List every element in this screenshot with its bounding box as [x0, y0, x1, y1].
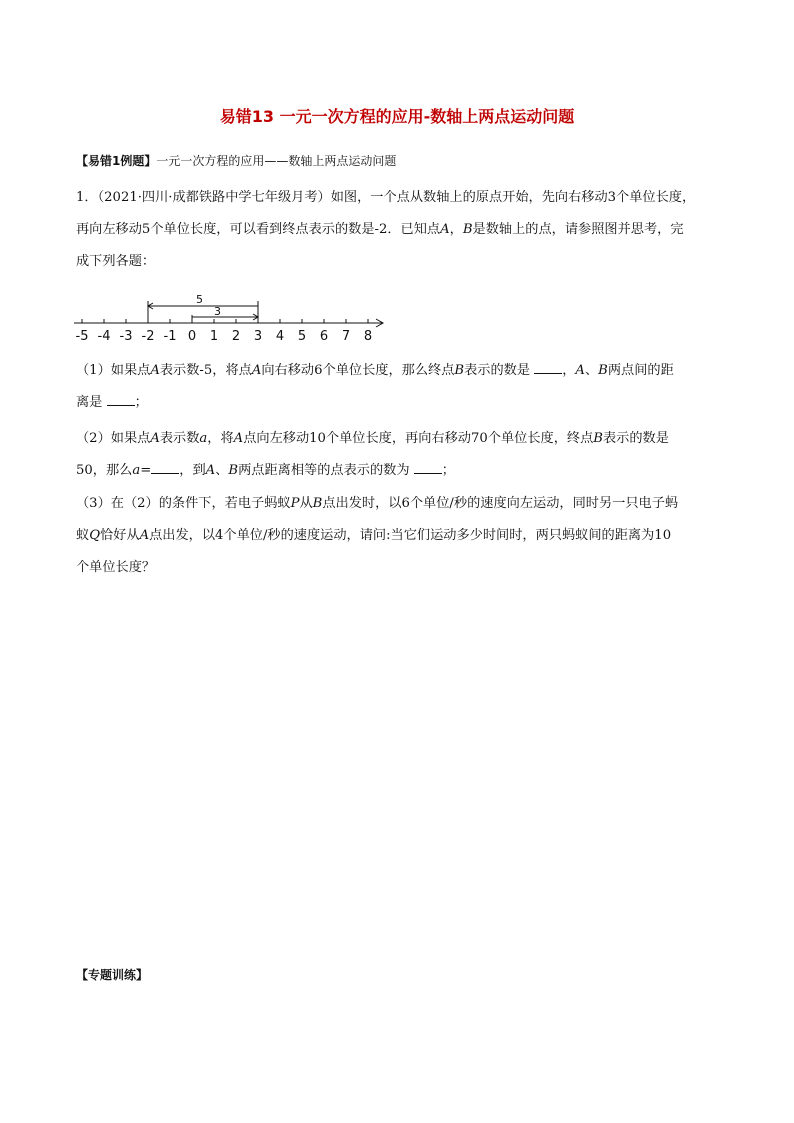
- tick-label: 7: [341, 329, 351, 344]
- question-3: [76, 488, 726, 584]
- q1-text: 两点间的距: [607, 363, 674, 378]
- stem-line-2: 再向左移动5个单位长度，可以看到终点表示的数是-2．已知点A，B是数轴上的点，请参照图并思考，完: [76, 222, 684, 237]
- q3-text: 从: [299, 496, 313, 511]
- tick-label: -5: [75, 329, 89, 344]
- stem-text-1: 如图，一个点从数轴上的原点开始，先向右移动3个单位长度，: [330, 190, 696, 205]
- question-2: [76, 423, 726, 487]
- training-header: 【专题训练】: [76, 968, 149, 982]
- problem-source: （2021·四川·成都铁路中学七年级月考）: [97, 190, 331, 205]
- q1-text: 离是: [76, 395, 103, 410]
- q2-text: ，到: [179, 463, 206, 478]
- tick-label: 3: [253, 329, 263, 344]
- q3-text: 个单位长度？: [76, 560, 156, 575]
- arrow-5-label: 5: [196, 293, 203, 306]
- tick-label: 8: [363, 329, 373, 344]
- stem-text-3: 是数轴上的点，请参照图并思考，完: [472, 222, 684, 237]
- q3-line-2: 蚁Q恰好从A点出发，以4个单位/秒的速度运动，请问:当它们运动多少时间时，两只蚂蚁间的距离为10: [76, 528, 672, 543]
- stem-line-3: [76, 246, 726, 278]
- q1-text: （1）如果点: [76, 363, 151, 378]
- answer-blank[interactable]: [534, 359, 562, 374]
- q2-text: 表示数: [159, 431, 200, 446]
- q3-text: 恰好从: [100, 528, 140, 543]
- example-header-text: 一元一次方程的应用——数轴上两点运动问题: [156, 154, 397, 168]
- q2-text: 点向左移动10个单位长度，再向右移动70个单位长度，终点: [243, 431, 594, 446]
- tick-marks: [82, 319, 368, 323]
- tick-label: -3: [119, 329, 133, 344]
- tick-label: 4: [275, 329, 285, 344]
- tick-label: 1: [209, 329, 219, 344]
- q1-line-1: （1）如果点A表示数-5，将点A向右移动6个单位长度，那么终点B表示的数是 ，A、B两点间的距: [76, 355, 726, 387]
- q3-text: 点出发时，以6个单位/秒的速度向左运动，同时另一只电子蚂: [322, 496, 679, 511]
- q3-text: 点出发，以4个单位/秒的速度运动，请问:当它们运动多少时间时，两只蚂蚁间的距离为10: [149, 528, 672, 543]
- number-line-figure: [60, 290, 400, 350]
- tick-label: -1: [163, 329, 177, 344]
- question-1: [76, 355, 726, 419]
- answer-blank[interactable]: [107, 391, 135, 406]
- tick-label: 5: [297, 329, 307, 344]
- q3-line-3: [76, 552, 726, 584]
- example-header: [76, 152, 396, 169]
- tick-label: -4: [97, 329, 111, 344]
- problem-stem: [76, 182, 726, 278]
- stem-line-1: [76, 182, 726, 214]
- answer-blank[interactable]: [151, 459, 179, 474]
- q1-text: 向右移动6个单位长度，那么终点: [261, 363, 455, 378]
- q2-text: 50，那么: [76, 463, 133, 478]
- q2-text: （2）如果点: [76, 431, 151, 446]
- q2-line-2: 50，那么a= ，到A、B两点距离相等的点表示的数为 ；: [76, 455, 726, 487]
- q1-line-2: 离是 ；: [76, 387, 726, 419]
- q1-text: 表示的数是: [464, 363, 531, 378]
- q3-text: 蚁: [76, 528, 90, 543]
- stem-text-2: 再向左移动5个单位长度，可以看到终点表示的数是-2．已知点: [76, 222, 441, 237]
- stem-text-4: 成下列各题：: [76, 254, 156, 269]
- tick-label: 2: [231, 329, 241, 344]
- q3-line-1: （3）在（2）的条件下，若电子蚂蚁P从B点出发时，以6个单位/秒的速度向左运动，同时另一只电子蚂: [76, 496, 679, 511]
- tick-labels: [76, 329, 373, 344]
- problem-number: 1．: [76, 190, 98, 205]
- q2-text: 两点距离相等的点表示的数为: [238, 463, 410, 478]
- q1-text: 表示数-5，将点: [159, 363, 252, 378]
- arrow-3-label: 3: [214, 305, 221, 318]
- answer-blank[interactable]: [414, 459, 442, 474]
- tick-label: -2: [141, 329, 155, 344]
- q2-line-1: （2）如果点A表示数a，将A点向左移动10个单位长度，再向右移动70个单位长度，终点B表示的数是: [76, 431, 669, 446]
- example-header-bracket: 【易错1例题】: [76, 154, 157, 168]
- q2-text: 表示的数是: [602, 431, 669, 446]
- page-title: 易错13 一元一次方程的应用-数轴上两点运动问题: [219, 107, 575, 126]
- tick-label: 6: [319, 329, 329, 344]
- q2-text: ，将: [207, 431, 234, 446]
- tick-label: 0: [187, 329, 197, 344]
- q3-text: （3）在（2）的条件下，若电子蚂蚁: [76, 496, 291, 511]
